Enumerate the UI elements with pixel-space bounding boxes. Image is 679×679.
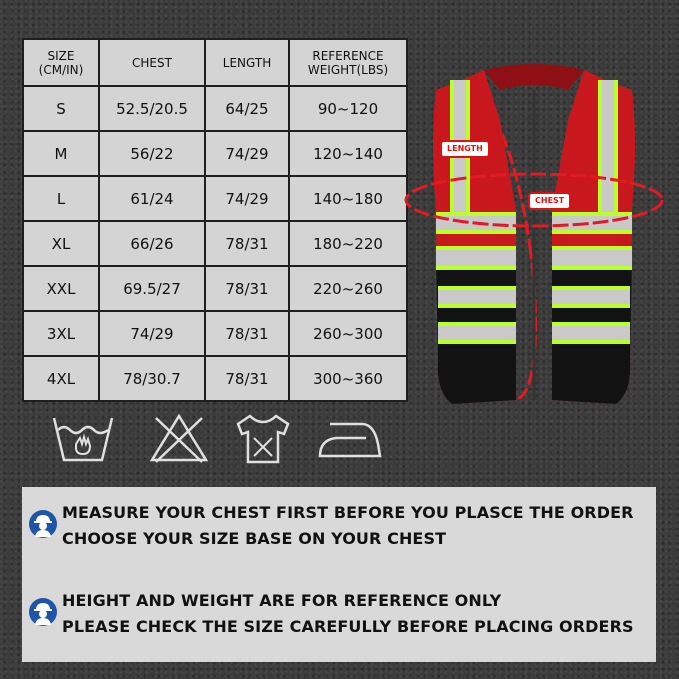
cell-chest: 69.5/27: [99, 266, 205, 311]
size-chart-table: [22, 38, 408, 402]
cell-weight: 90~120: [289, 86, 407, 131]
cell-weight: 120~140: [289, 131, 407, 176]
note-line-1: MEASURE YOUR CHEST FIRST BEFORE YOU PLASCE THE ORDER: [62, 503, 634, 522]
do-not-bleach-icon: [146, 410, 212, 466]
header-length: LENGTH: [205, 39, 289, 86]
cell-chest: 74/29: [99, 311, 205, 356]
worker-icon: [28, 509, 58, 539]
do-not-tumble-dry-icon: [230, 410, 296, 466]
cell-weight: 260~300: [289, 311, 407, 356]
cell-chest: 52.5/20.5: [99, 86, 205, 131]
cell-size: 4XL: [23, 356, 99, 401]
cell-weight: 220~260: [289, 266, 407, 311]
cell-size: 3XL: [23, 311, 99, 356]
table-row: [23, 131, 407, 176]
cell-chest: 61/24: [99, 176, 205, 221]
cell-weight: 300~360: [289, 356, 407, 401]
iron-icon: [316, 410, 382, 466]
table-row: [23, 221, 407, 266]
cell-size: XXL: [23, 266, 99, 311]
table-row: [23, 356, 407, 401]
cell-length: 74/29: [205, 131, 289, 176]
cell-length: 74/29: [205, 176, 289, 221]
size-chart-header-row: [23, 39, 407, 86]
cell-length: 78/31: [205, 221, 289, 266]
cell-chest: 56/22: [99, 131, 205, 176]
cell-chest: 78/30.7: [99, 356, 205, 401]
cell-length: 78/31: [205, 311, 289, 356]
cell-chest: 66/26: [99, 221, 205, 266]
header-chest: CHEST: [99, 39, 205, 86]
length-label: LENGTH: [440, 140, 490, 158]
safety-vest-image: [400, 60, 670, 420]
cell-size: M: [23, 131, 99, 176]
hand-wash-icon: [50, 410, 116, 466]
cell-size: XL: [23, 221, 99, 266]
cell-weight: 180~220: [289, 221, 407, 266]
note-line-1: HEIGHT AND WEIGHT ARE FOR REFERENCE ONLY: [62, 591, 502, 610]
cell-size: S: [23, 86, 99, 131]
table-row: [23, 266, 407, 311]
note-line-2: CHOOSE YOUR SIZE BASE ON YOUR CHEST: [62, 529, 447, 548]
note-line-2: PLEASE CHECK THE SIZE CAREFULLY BEFORE PLACING ORDERS: [62, 617, 634, 636]
cell-length: 64/25: [205, 86, 289, 131]
cell-length: 78/31: [205, 356, 289, 401]
sizing-notes-panel: [22, 487, 656, 662]
table-row: [23, 86, 407, 131]
cell-weight: 140~180: [289, 176, 407, 221]
cell-length: 78/31: [205, 266, 289, 311]
table-row: [23, 176, 407, 221]
chest-label: CHEST: [528, 192, 571, 210]
care-icons-row: [50, 410, 390, 466]
header-weight: REFERENCE WEIGHT(LBS): [289, 39, 407, 86]
table-row: [23, 311, 407, 356]
header-size: SIZE (CM/IN): [23, 39, 99, 86]
worker-icon: [28, 597, 58, 627]
safety-vest-illustration: [400, 60, 670, 420]
cell-size: L: [23, 176, 99, 221]
